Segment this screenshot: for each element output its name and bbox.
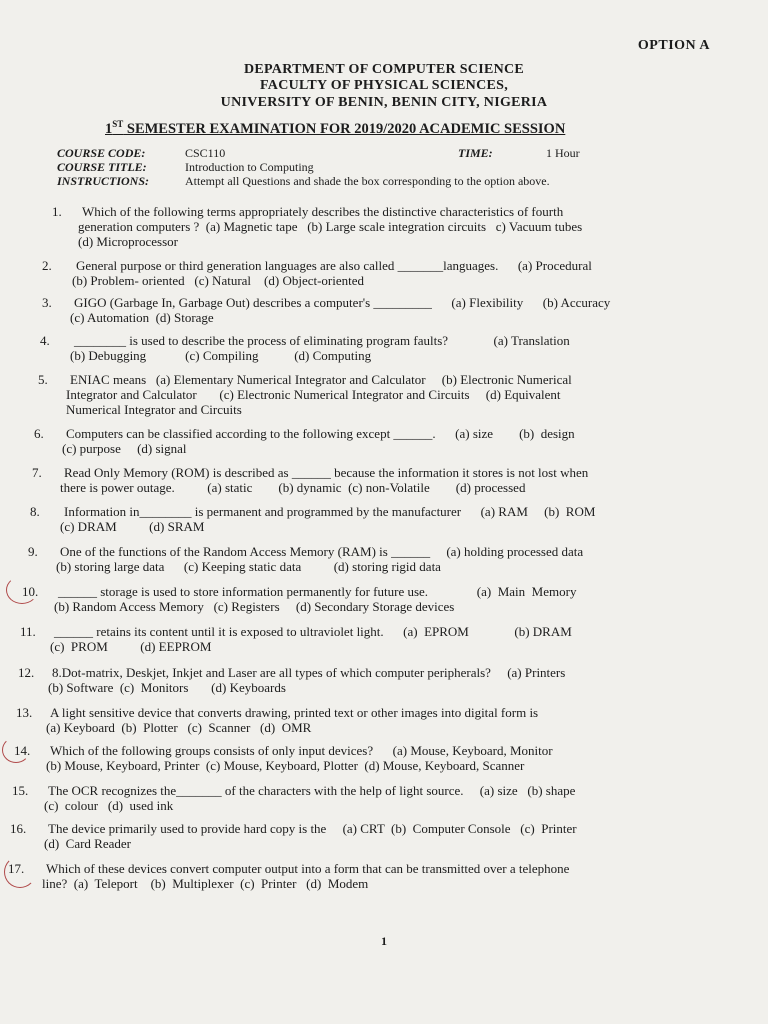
question-item (0, 706, 768, 736)
instructions-label: INSTRUCTIONS: (57, 174, 150, 188)
exam-title (105, 119, 665, 138)
pen-mark (2, 737, 30, 763)
question-number: 8. (30, 504, 40, 519)
question-line: (d) Microprocessor (78, 234, 178, 249)
question-item (0, 466, 768, 496)
question-item (0, 666, 768, 696)
question-number: 9. (28, 544, 38, 559)
question-item (0, 373, 768, 418)
question-line: Read Only Memory (ROM) is described as ______ because the information it stores is not lost when (64, 465, 589, 480)
course-title: Introduction to Computing (185, 160, 314, 174)
question-line: GIGO (Garbage In, Garbage Out) describes a computer's _________ (a) Flexibility (b) Accuracy (74, 295, 611, 310)
time-row (458, 146, 580, 161)
question-line: line? (a) Teleport (b) Multiplexer (c) Printer (d) Modem (42, 876, 369, 891)
university-heading: UNIVERSITY OF BENIN, BENIN CITY, NIGERIA (220, 95, 548, 110)
question-line: The device primarily used to provide hard copy is the (a) CRT (b) Computer Console (c) Printer (48, 821, 577, 836)
instructions-text: Attempt all Questions and shade the box corresponding to the option above. (185, 174, 550, 188)
question-line: The OCR recognizes the_______ of the characters with the help of light source. (a) size (b) shape (48, 783, 576, 798)
question-line: ______ storage is used to store information permanently for future use. (a) Main Memory (58, 584, 577, 599)
question-line: ENIAC means (a) Elementary Numerical Integrator and Calculator (b) Electronic Numerical (70, 372, 572, 387)
question-line: (c) PROM (d) EEPROM (50, 639, 212, 654)
question-number: 13. (16, 705, 33, 720)
question-number: 7. (32, 465, 42, 480)
question-line: (b) Software (c) Monitors (d) Keyboards (48, 680, 286, 695)
question-line: General purpose or third generation languages are also called _______languages. (a) Procedural (76, 258, 592, 273)
department-heading: DEPARTMENT OF COMPUTER SCIENCE (243, 62, 525, 77)
pen-mark (6, 576, 38, 604)
question-number: 2. (42, 258, 52, 273)
question-number: 6. (34, 426, 44, 441)
question-item (0, 296, 768, 326)
question-number: 12. (18, 665, 35, 680)
question-number: 17. (8, 861, 25, 876)
course-title-row (57, 160, 314, 175)
question-line: (c) purpose (d) signal (62, 441, 187, 456)
question-line: ______ retains its content until it is exposed to ultraviolet light. (a) EPROM (b) DRAM (54, 624, 572, 639)
question-line: (b) Problem- oriented (c) Natural (d) Object-oriented (72, 273, 365, 288)
course-code-row (57, 146, 225, 161)
exam-ordinal: 1 (105, 120, 113, 137)
exam-title-text: SEMESTER EXAMINATION FOR 2019/2020 ACADEMIC SESSION (123, 120, 566, 137)
question-number: 1. (52, 204, 62, 219)
course-code: CSC110 (185, 146, 226, 160)
question-line: Computers can be classified according to the following except ______. (a) size (b) design (66, 426, 575, 441)
question-line: Which of the following terms appropriately describes the distinctive characteristics of fourth (82, 204, 564, 219)
question-line: A light sensitive device that converts drawing, printed text or other images into digital form is (50, 705, 539, 720)
question-item (0, 505, 768, 535)
question-number: 10. (22, 584, 39, 599)
question-line: Which of the following groups consists of only input devices? (a) Mouse, Keyboard, Monitor (50, 743, 553, 758)
question-line: Numerical Integrator and Circuits (66, 402, 242, 417)
question-item (0, 585, 768, 615)
question-line: (c) colour (d) used ink (44, 798, 174, 813)
course-code-label: COURSE CODE: (57, 146, 146, 160)
question-item (0, 205, 768, 250)
time-label: TIME: (458, 146, 493, 160)
question-line: (d) Card Reader (44, 836, 131, 851)
instructions-row (57, 174, 550, 189)
question-number: 16. (10, 821, 27, 836)
question-line: (c) DRAM (d) SRAM (60, 519, 205, 534)
question-number: 11. (20, 624, 36, 639)
question-line: Integrator and Calculator (c) Electronic Numerical Integrator and Circuits (d) Equivalent (66, 387, 561, 402)
question-item (0, 334, 768, 364)
question-item (0, 822, 768, 852)
question-line: there is power outage. (a) static (b) dynamic (c) non-Volatile (d) processed (60, 480, 526, 495)
question-line: (b) Mouse, Keyboard, Printer (c) Mouse, Keyboard, Plotter (d) Mouse, Keyboard, Scanner (46, 758, 525, 773)
question-item (0, 862, 768, 892)
question-line: (b) Debugging (c) Compiling (d) Computing (70, 348, 372, 363)
faculty-heading: FACULTY OF PHYSICAL SCIENCES, (259, 78, 509, 93)
time-value: 1 Hour (546, 146, 580, 160)
question-line: (c) Automation (d) Storage (70, 310, 214, 325)
question-number: 14. (14, 743, 31, 758)
question-line: ________ is used to describe the process of eliminating program faults? (a) Translation (74, 333, 570, 348)
question-item (0, 784, 768, 814)
question-item (0, 427, 768, 457)
question-item (0, 625, 768, 655)
question-line: (b) storing large data (c) Keeping static data (d) storing rigid data (56, 559, 441, 574)
question-item (0, 744, 768, 774)
question-item (0, 259, 768, 289)
question-item (0, 545, 768, 575)
question-number: 15. (12, 783, 29, 798)
pen-mark (4, 856, 36, 888)
question-number: 4. (40, 333, 50, 348)
question-line: (a) Keyboard (b) Plotter (c) Scanner (d) OMR (46, 720, 312, 735)
page-number: 1 (381, 934, 387, 948)
question-number: 5. (38, 372, 48, 387)
question-line: Information in________ is permanent and programmed by the manufacturer (a) RAM (b) ROM (64, 504, 596, 519)
course-title-label: COURSE TITLE: (57, 160, 147, 174)
question-line: Which of these devices convert computer output into a form that can be transmitted over a telephone (46, 861, 570, 876)
option-label: OPTION A (637, 38, 710, 53)
question-line: (b) Random Access Memory (c) Registers (d) Secondary Storage devices (54, 599, 455, 614)
question-number: 3. (42, 295, 52, 310)
question-line: One of the functions of the Random Access Memory (RAM) is ______ (a) holding processed data (60, 544, 584, 559)
question-line: generation computers ? (a) Magnetic tape (b) Large scale integration circuits c) Vacuum tubes (78, 219, 583, 234)
question-line: 8.Dot-matrix, Deskjet, Inkjet and Laser are all types of which computer peripherals? (a) Printers (52, 665, 566, 680)
exam-ordinal-suffix: ST (112, 119, 124, 129)
